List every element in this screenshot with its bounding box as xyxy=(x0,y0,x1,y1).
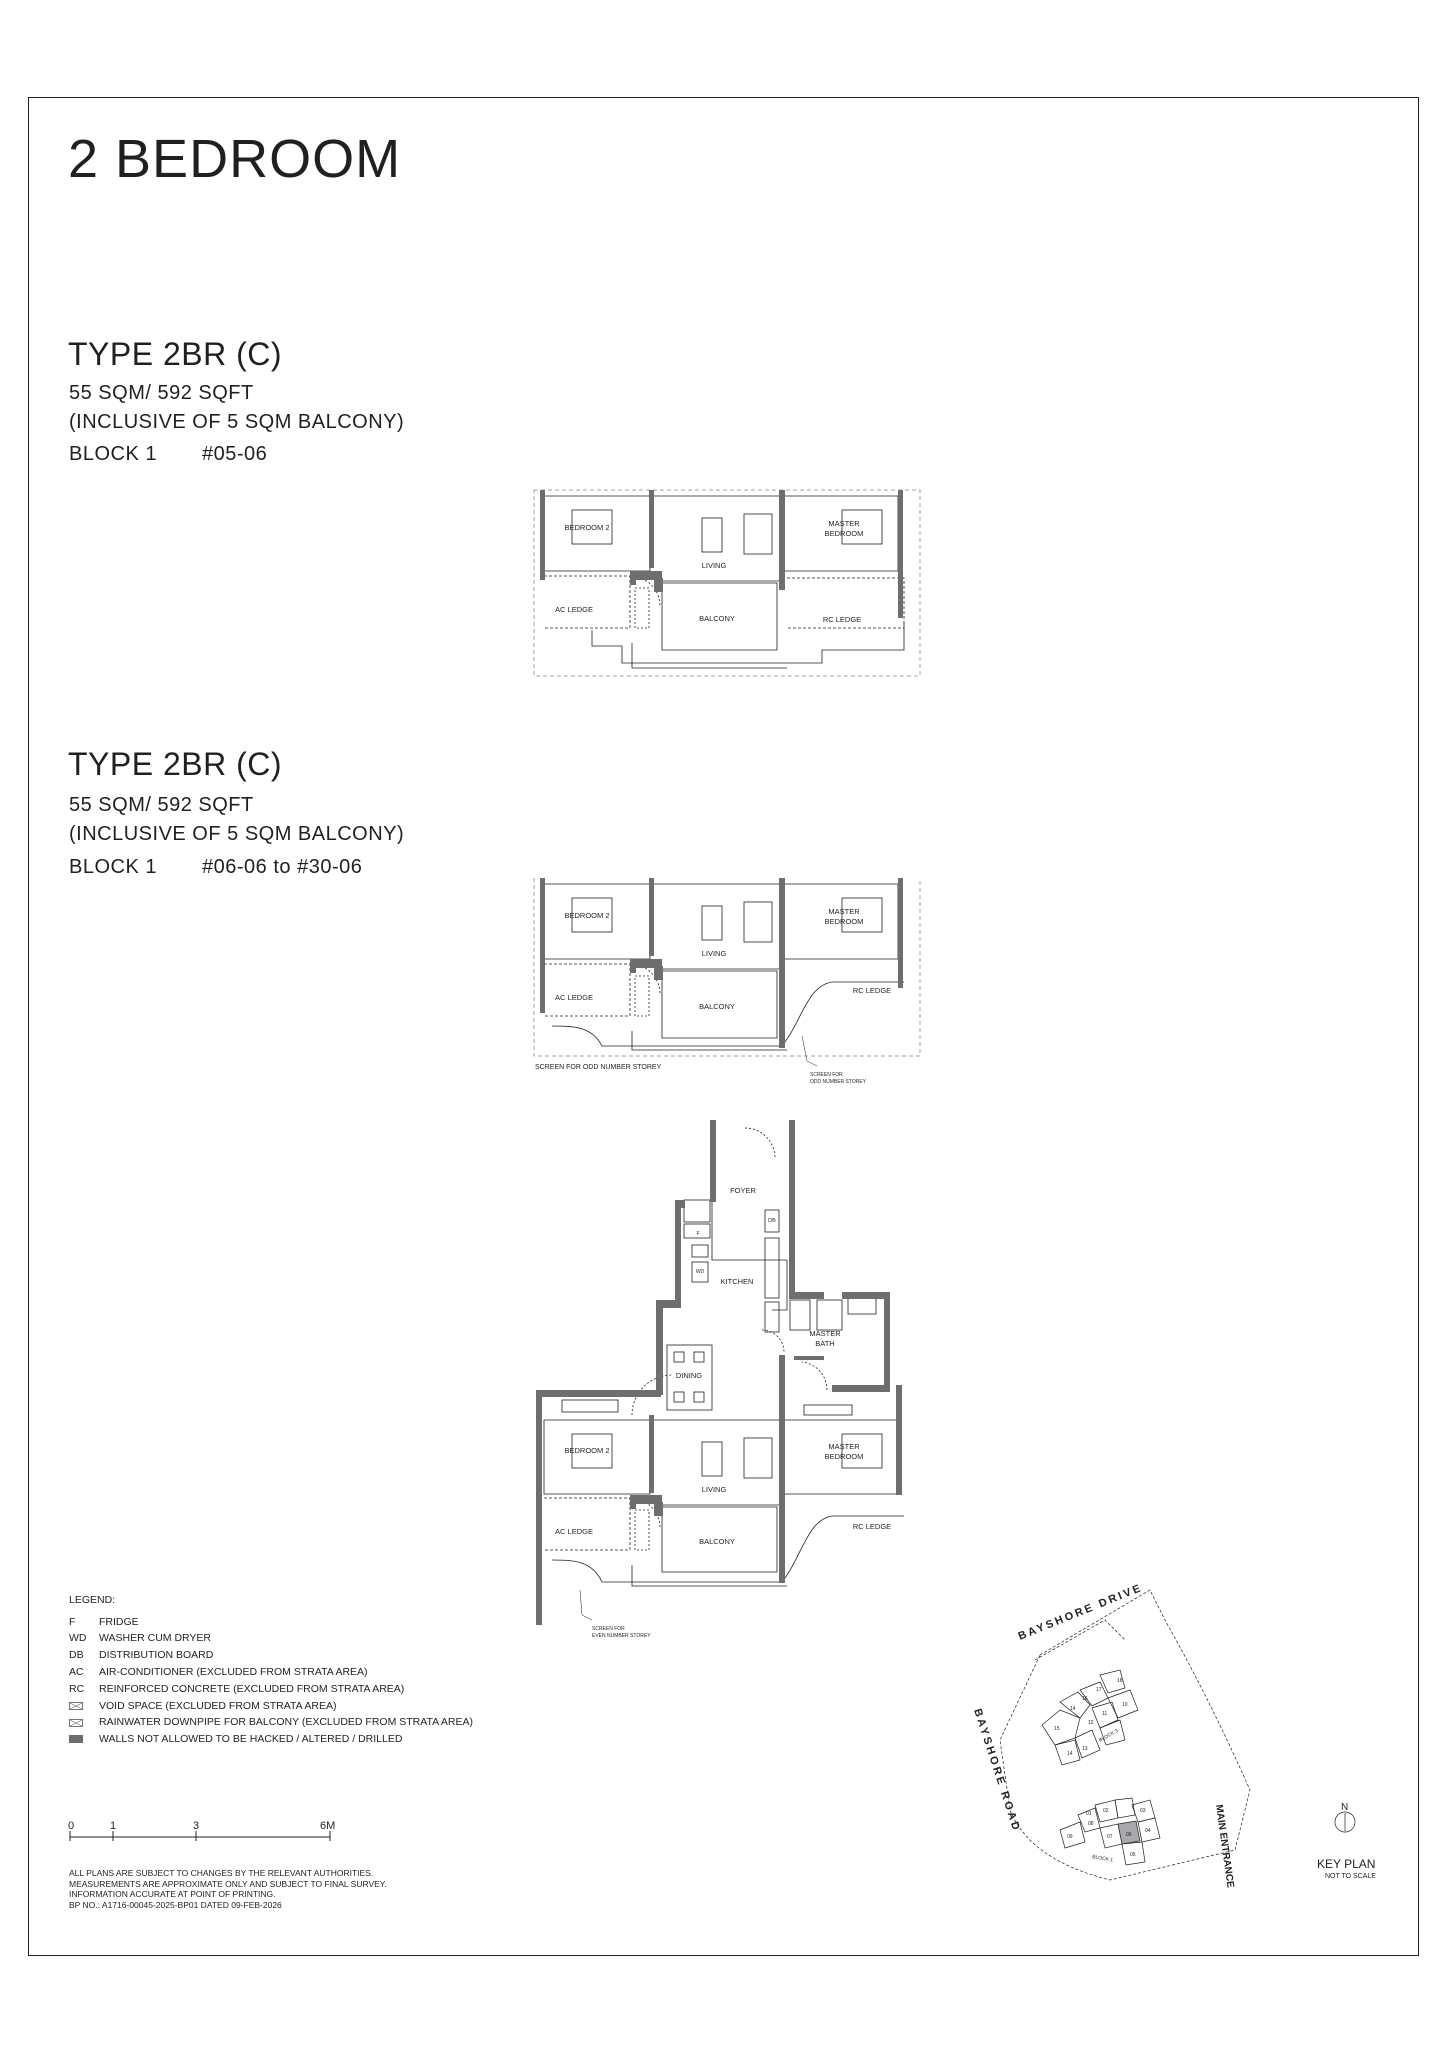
unit-numbers: #06-06 to #30-06 xyxy=(202,856,363,878)
scale-mark: 3 xyxy=(193,1820,200,1832)
room-label-balcony: BALCONY xyxy=(699,1537,735,1546)
room-label-master-2: BEDROOM xyxy=(824,1452,864,1461)
room-label-balcony: BALCONY xyxy=(699,614,735,623)
unit-no: 01 xyxy=(1086,1811,1092,1817)
note-line: ALL PLANS ARE SUBJECT TO CHANGES BY THE RELEVANT AUTHORITIES. xyxy=(69,1868,374,1878)
unit-no: 07 xyxy=(1107,1834,1113,1840)
room-label-balcony: BALCONY xyxy=(699,1002,735,1011)
block-label: BLOCK 1 xyxy=(69,856,157,878)
legend-item: F FRIDGE xyxy=(69,1615,139,1628)
block-units xyxy=(69,857,362,877)
room-label-rc-ledge: RC LEDGE xyxy=(822,615,862,624)
page-title: 2 BEDROOM xyxy=(68,129,402,189)
note-line: BP NO.: A1716-00045-2025-BP01 DATED 09-FEB-2026 xyxy=(69,1899,282,1910)
unit-no: 18 xyxy=(1117,1678,1123,1684)
room-label-ac-ledge: AC LEDGE xyxy=(555,993,593,1002)
scale-bar xyxy=(66,1819,356,1854)
room-label-bedroom2: BEDROOM 2 xyxy=(564,911,610,920)
key-plan-label: KEY PLAN xyxy=(1317,1857,1376,1871)
legend-item: AC AIR-CONDITIONER (EXCLUDED FROM STRATA AREA) xyxy=(69,1666,368,1679)
room-label-master-1: MASTER xyxy=(828,907,860,916)
legend-title: LEGEND: xyxy=(69,1594,116,1606)
scale-mark: 6M xyxy=(320,1820,336,1832)
rainwater-downpipe-icon xyxy=(69,1719,83,1727)
legend-item: WD WASHER CUM DRYER xyxy=(69,1632,212,1645)
room-label-ac-ledge: AC LEDGE xyxy=(555,605,593,614)
north-arrow-label: N xyxy=(1341,1802,1349,1813)
unit-no: 08 xyxy=(1088,1821,1094,1827)
legend-item: DB DISTRIBUTION BOARD xyxy=(69,1649,214,1662)
room-label-master-1: MASTER xyxy=(828,1442,860,1451)
road-label: BAYSHORE DRIVE xyxy=(1016,1581,1145,1643)
unit-no: 04 xyxy=(1145,1828,1151,1834)
floor-plan-partial-06-30 xyxy=(532,876,922,1101)
unit-no: 17 xyxy=(1096,1687,1102,1693)
unit-no: 09 xyxy=(1067,1834,1073,1840)
balcony-note: (INCLUSIVE OF 5 SQM BALCONY) xyxy=(69,411,405,433)
unit-no: 06 xyxy=(1126,1832,1132,1838)
room-label-bedroom2: BEDROOM 2 xyxy=(564,523,610,532)
unit-no: 14 xyxy=(1067,1751,1073,1757)
room-label-living: LIVING xyxy=(701,949,727,958)
floor-plan-full-unit xyxy=(532,1120,922,1655)
unit-no: 05 xyxy=(1130,1852,1136,1858)
legend-item: RAINWATER DOWNPIPE FOR BALCONY (EXCLUDED FROM STRATA AREA) xyxy=(69,1714,473,1731)
room-label-bath-1: MASTER xyxy=(809,1329,841,1338)
scale-mark: 0 xyxy=(68,1820,75,1832)
block-label: BLOCK 1 xyxy=(69,443,157,465)
fixture-label-db: DB xyxy=(768,1218,776,1224)
key-plan xyxy=(950,1560,1390,1905)
note-line: MEASUREMENTS ARE APPROXIMATE ONLY AND SUBJECT TO FINAL SURVEY. xyxy=(69,1878,387,1889)
legend-item: RC REINFORCED CONCRETE (EXCLUDED FROM STRATA AREA) xyxy=(69,1682,405,1695)
room-label-rc-ledge: RC LEDGE xyxy=(852,986,892,995)
unit-no: 14 xyxy=(1070,1706,1076,1712)
room-label-master-2: BEDROOM xyxy=(824,917,864,926)
room-label-rc-ledge: RC LEDGE xyxy=(852,1522,892,1531)
disclaimer-notes xyxy=(69,1868,387,1910)
room-label-bath-2: BATH xyxy=(815,1339,835,1348)
scale-mark: 1 xyxy=(110,1820,117,1832)
legend-item: WALLS NOT ALLOWED TO BE HACKED / ALTERED / DRILLED xyxy=(69,1731,473,1748)
void-space-icon xyxy=(69,1702,83,1710)
room-label-ac-ledge: AC LEDGE xyxy=(555,1527,593,1536)
unit-no: 13 xyxy=(1082,1746,1088,1752)
room-label-master-1: MASTER xyxy=(828,519,860,528)
unit-no: 02 xyxy=(1103,1808,1109,1814)
unit-no: 16 xyxy=(1082,1696,1088,1702)
floor-plan-partial-05 xyxy=(532,488,922,683)
room-label-master-2: BEDROOM xyxy=(824,529,864,538)
note-line: INFORMATION ACCURATE AT POINT OF PRINTING. xyxy=(69,1889,276,1899)
unit-type-heading: TYPE 2BR (C) xyxy=(68,746,283,782)
screen-even-2: EVEN NUMBER STOREY xyxy=(592,1633,651,1639)
legend xyxy=(69,1595,473,1748)
unit-no: 03 xyxy=(1140,1808,1146,1814)
key-plan-sublabel: NOT TO SCALE xyxy=(1325,1873,1376,1880)
unit-numbers: #05-06 xyxy=(202,443,268,465)
block-label: BLOCK 3 xyxy=(1098,1727,1120,1744)
room-label-living: LIVING xyxy=(701,561,727,570)
unit-area: 55 SQM/ 592 SQFT xyxy=(69,794,254,816)
screen-odd-small-2: ODD NUMBER STOREY xyxy=(810,1079,867,1085)
room-label-kitchen: KITCHEN xyxy=(720,1277,754,1286)
room-label-living: LIVING xyxy=(701,1485,727,1494)
room-label-dining: DINING xyxy=(675,1371,703,1380)
screen-even-1: SCREEN FOR xyxy=(592,1626,625,1632)
road-label: BAYSHORE ROAD xyxy=(971,1707,1023,1834)
protected-wall-icon xyxy=(69,1735,83,1743)
balcony-note: (INCLUSIVE OF 5 SQM BALCONY) xyxy=(69,823,405,845)
block-units xyxy=(69,444,267,464)
unit-no: 11 xyxy=(1102,1711,1108,1717)
room-label-foyer: FOYER xyxy=(730,1186,756,1195)
unit-no: 10 xyxy=(1122,1702,1128,1708)
unit-type-heading: TYPE 2BR (C) xyxy=(68,336,283,372)
screen-odd-label: SCREEN FOR ODD NUMBER STOREY xyxy=(535,1064,662,1071)
unit-no: 12 xyxy=(1088,1720,1094,1726)
fixture-label-f: F xyxy=(696,1231,700,1237)
fixture-label-wd: WD xyxy=(695,1269,705,1275)
screen-odd-small-1: SCREEN FOR xyxy=(810,1072,843,1078)
room-label-bedroom2: BEDROOM 2 xyxy=(564,1446,610,1455)
block-label: BLOCK 1 xyxy=(1091,1854,1114,1864)
unit-no: 15 xyxy=(1054,1726,1060,1732)
road-label: MAIN ENTRANCE xyxy=(1213,1803,1236,1889)
legend-item: VOID SPACE (EXCLUDED FROM STRATA AREA) xyxy=(69,1697,473,1714)
unit-area: 55 SQM/ 592 SQFT xyxy=(69,382,254,404)
